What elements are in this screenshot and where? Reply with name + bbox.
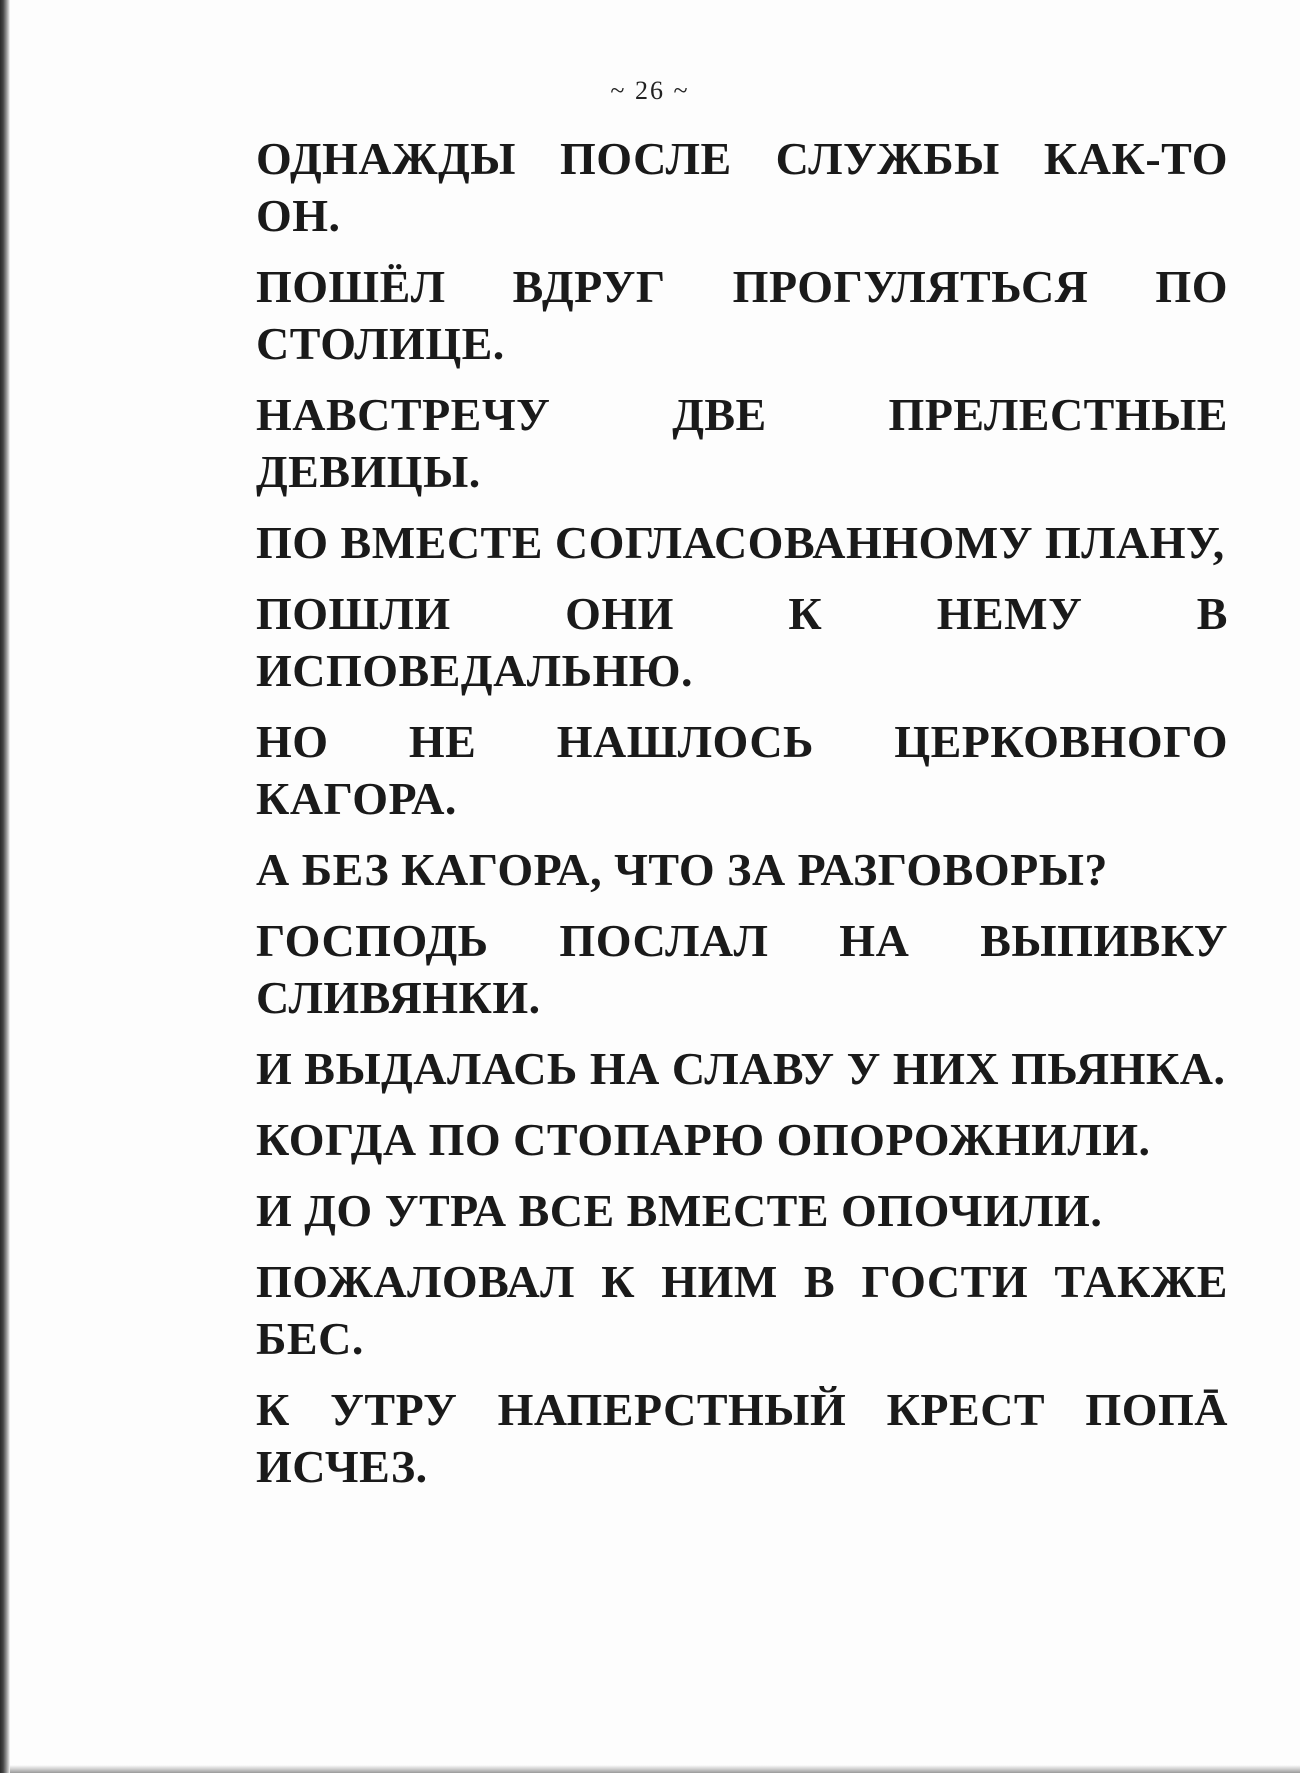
paragraph: К УТРУ НАПЕРСТНЫЙ КРЕСТ ПОПĀ ИСЧЕЗ. xyxy=(256,1384,1228,1492)
scan-edge-bottom xyxy=(10,1765,1300,1773)
paragraph: ГОСПОДЬ ПОСЛАЛ НА ВЫПИВКУ СЛИВЯНКИ. xyxy=(256,915,1228,1023)
paragraph: НАВСТРЕЧУ ДВЕ ПРЕЛЕСТНЫЕ ДЕВИЦЫ. xyxy=(256,389,1228,497)
paragraph: НО НЕ НАШЛОСЬ ЦЕРКОВНОГО КАГОРА. xyxy=(256,716,1228,824)
page-number: ~ 26 ~ xyxy=(610,76,690,105)
paragraph: И ВЫДАЛАСЬ НА СЛАВУ У НИХ ПЬЯНКА. xyxy=(256,1043,1226,1094)
poem-text-block xyxy=(256,130,1228,1509)
paragraph: ПОШЛИ ОНИ К НЕМУ В ИСПОВЕДАЛЬНЮ. xyxy=(256,588,1228,696)
paragraph: КОГДА ПО СТОПАРЮ ОПОРОЖНИЛИ. xyxy=(256,1114,1151,1165)
paragraph: ПОШЁЛ ВДРУГ ПРОГУЛЯТЬСЯ ПО СТОЛИЦЕ. xyxy=(256,261,1228,369)
paragraph: ОДНАЖДЫ ПОСЛЕ СЛУЖБЫ КАК-ТО ОН. xyxy=(256,133,1228,241)
scan-edge-left xyxy=(0,0,10,1773)
paragraph: И ДО УТРА ВСЕ ВМЕСТЕ ОПОЧИЛИ. xyxy=(256,1185,1103,1236)
paragraph: ПО ВМЕСТЕ СОГЛАСОВАННОМУ ПЛАНУ, xyxy=(256,517,1225,568)
paragraph: А БЕЗ КАГОРА, ЧТО ЗА РАЗГОВОРЫ? xyxy=(256,844,1108,895)
paragraph: ПОЖАЛОВАЛ К НИМ В ГОСТИ ТАКЖЕ БЕС. xyxy=(256,1256,1228,1364)
